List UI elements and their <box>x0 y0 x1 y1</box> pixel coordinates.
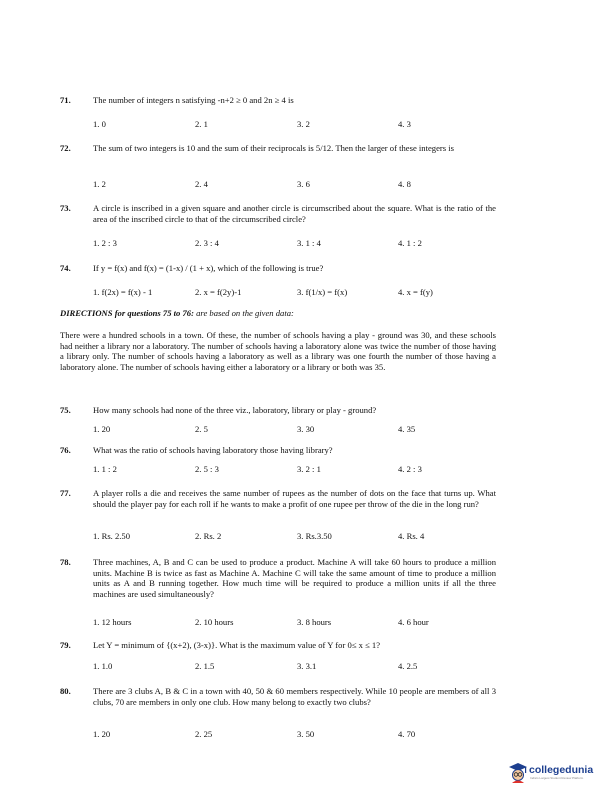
option-1: 1. 1 : 2 <box>93 464 117 474</box>
options-73 <box>93 238 513 250</box>
question-number: 77. <box>60 488 71 498</box>
option-1: 1. 2 : 3 <box>93 238 117 248</box>
logo-tagline: India's Largest Student Review Platform <box>530 776 584 780</box>
option-2: 2. 3 : 4 <box>195 238 219 248</box>
question-77 <box>60 488 496 509</box>
directions <box>60 308 500 319</box>
option-4: 4. 35 <box>398 424 416 434</box>
option-1: 1. f(2x) = f(x) - 1 <box>93 287 153 297</box>
question-79 <box>60 640 496 651</box>
question-text: Let Y = minimum of {(x+2), (3-x)}. What is the maximum value of Y for 0≤ x ≤ 1? <box>93 640 381 650</box>
option-4: 4. 2 : 3 <box>398 464 422 474</box>
question-74 <box>60 263 496 274</box>
option-2: 2. Rs. 2 <box>195 531 222 541</box>
option-4: 4. 3 <box>398 119 411 129</box>
option-1: 1. 12 hours <box>93 617 132 627</box>
option-3: 3. f(1/x) = f(x) <box>297 287 348 297</box>
option-1: 1. 1.0 <box>93 661 113 671</box>
option-1: 1. 20 <box>93 729 111 739</box>
options-78 <box>93 617 513 629</box>
question-75 <box>60 405 496 416</box>
option-3: 3. 30 <box>297 424 315 434</box>
data-passage: There were a hundred schools in a town. Of these, the number of schools having a play - ground was 30, and these schools had neither a library nor a laboratory. The number of schools having a laboratory alone was twice the number of those having a library only. The number of schools having a laboratory as well as a library was one fourth the number of those having a laboratory alone. The number of schools having either a laboratory or a library or both was 35. <box>60 330 496 373</box>
option-3: 3. 1 : 4 <box>297 238 321 248</box>
graduate-icon <box>508 762 528 784</box>
option-1: 1. 0 <box>93 119 106 129</box>
question-text: The number of integers n satisfying -n+2 ≥ 0 and 2n ≥ 4 is <box>93 95 294 105</box>
option-3: 3. 2 <box>297 119 310 129</box>
option-3: 3. 50 <box>297 729 315 739</box>
option-2: 2. 4 <box>195 179 208 189</box>
options-72 <box>93 179 513 191</box>
option-1: 1. Rs. 2.50 <box>93 531 131 541</box>
options-76 <box>93 464 513 476</box>
question-number: 76. <box>60 445 71 455</box>
options-80 <box>93 729 513 741</box>
directions-tail: are based on the given data: <box>193 308 294 318</box>
option-4: 4. 8 <box>398 179 411 189</box>
collegedunia-logo <box>508 758 608 788</box>
question-number: 80. <box>60 686 71 696</box>
option-4: 4. x = f(y) <box>398 287 433 297</box>
question-text: A circle is inscribed in a given square and another circle is circumscribed about the square. What is the ratio of the area of the inscribed circle to that of the circumscribed circle? <box>93 203 496 224</box>
question-number: 75. <box>60 405 71 415</box>
question-text: What was the ratio of schools having laboratory those having library? <box>93 445 333 455</box>
option-3: 3. 6 <box>297 179 310 189</box>
option-4: 4. 70 <box>398 729 416 739</box>
question-text: The sum of two integers is 10 and the sum of their reciprocals is 5/12. Then the larger of these integers is <box>93 143 455 153</box>
option-2: 2. 25 <box>195 729 213 739</box>
question-text: A player rolls a die and receives the same number of rupees as the number of dots on the face that turns up. What should the player pay for each roll if he wants to make a profit of one rupee per throw of the die in the long run? <box>93 488 496 509</box>
option-3: 3. 2 : 1 <box>297 464 321 474</box>
directions-scope: for questions 75 to 76: <box>112 308 194 318</box>
question-80 <box>60 686 496 707</box>
options-79 <box>93 661 513 673</box>
options-71 <box>93 119 513 131</box>
question-number: 73. <box>60 203 71 213</box>
options-74 <box>93 287 513 299</box>
option-3: 3. 3.1 <box>297 661 317 671</box>
question-number: 71. <box>60 95 71 105</box>
option-4: 4. 2.5 <box>398 661 418 671</box>
question-text: Three machines, A, B and C can be used to produce a product. Machine A will take 60 hours to produce a million units. Machine B is twice as fast as Machine A. Machine C will take the same amount of time to produce a million units as A and B running together. How much time will be required to produce a million units if all the three machines are used simultaneously? <box>93 557 496 600</box>
option-2: 2. 1 <box>195 119 208 129</box>
option-4: 4. Rs. 4 <box>398 531 425 541</box>
option-1: 1. 2 <box>93 179 106 189</box>
option-2: 2. 5 <box>195 424 208 434</box>
option-2: 2. 10 hours <box>195 617 234 627</box>
question-number: 72. <box>60 143 71 153</box>
options-77 <box>93 531 513 543</box>
question-73 <box>60 203 496 224</box>
question-text: If y = f(x) and f(x) = (1-x) / (1 + x), which of the following is true? <box>93 263 324 273</box>
logo-wordmark: collegedunia <box>529 764 594 776</box>
option-4: 4. 1 : 2 <box>398 238 422 248</box>
question-number: 78. <box>60 557 71 567</box>
option-1: 1. 20 <box>93 424 111 434</box>
question-text: There are 3 clubs A, B & C in a town with 40, 50 & 60 members respectively. While 10 people are members of all 3 clubs, 70 are members in only one club. How many belong to exactly two clubs? <box>93 686 496 707</box>
directions-lead: DIRECTIONS <box>60 308 113 318</box>
question-text: How many schools had none of the three viz., laboratory, library or play - ground? <box>93 405 377 415</box>
options-75 <box>93 424 513 436</box>
option-2: 2. 1.5 <box>195 661 215 671</box>
option-2: 2. 5 : 3 <box>195 464 219 474</box>
question-76 <box>60 445 496 456</box>
option-3: 3. Rs.3.50 <box>297 531 332 541</box>
question-71 <box>60 95 496 106</box>
question-72 <box>60 143 496 154</box>
question-number: 79. <box>60 640 71 650</box>
option-3: 3. 8 hours <box>297 617 332 627</box>
question-number: 74. <box>60 263 71 273</box>
question-78 <box>60 557 496 600</box>
option-4: 4. 6 hour <box>398 617 429 627</box>
option-2: 2. x = f(2y)-1 <box>195 287 242 297</box>
